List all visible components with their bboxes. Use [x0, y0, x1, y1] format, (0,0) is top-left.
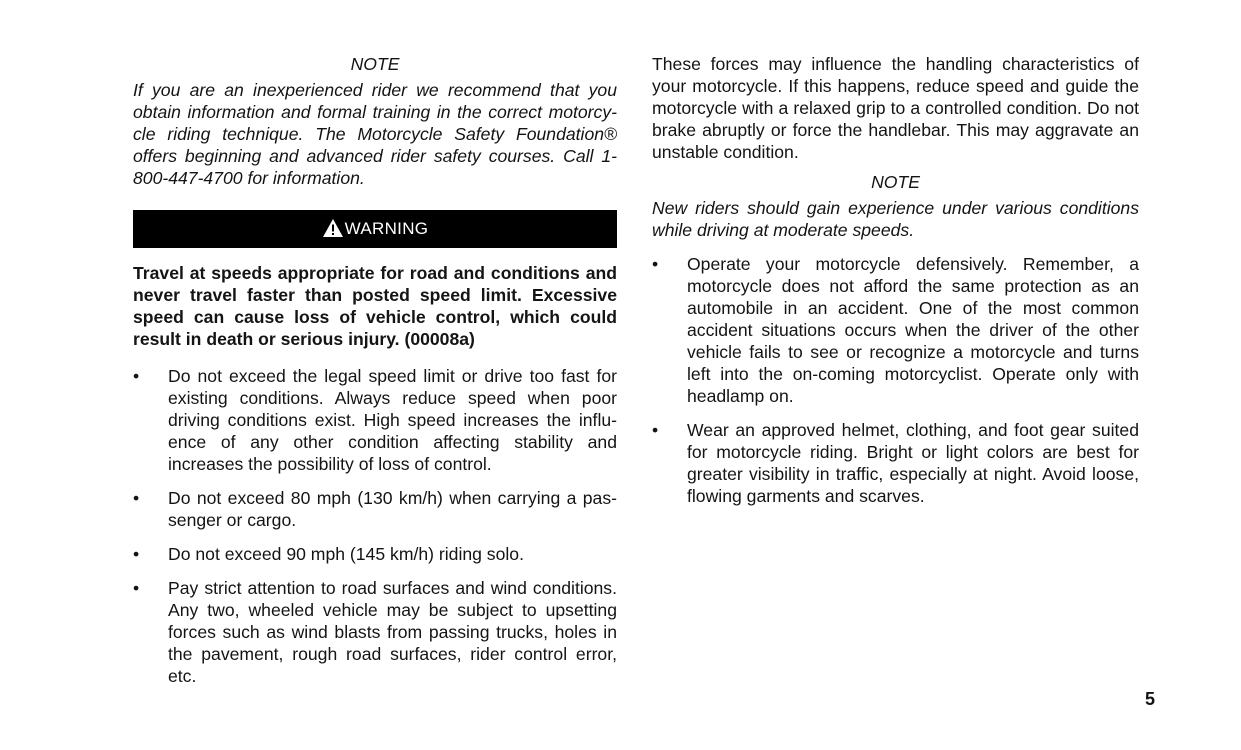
bullet-marker: •	[652, 254, 659, 274]
bullet-marker: •	[133, 578, 140, 598]
list-item-text: Pay strict attention to road surfaces and wind conditions. Any two, wheeled vehicle may be subject to upsetting forces such as wind blasts from passing trucks, holes in the pavement, rough road surfaces, rider control error, etc.	[168, 578, 617, 686]
list-item	[133, 543, 617, 565]
list-item	[652, 419, 1139, 507]
bullet-marker: •	[133, 488, 140, 508]
right-bullet-list	[652, 253, 1139, 507]
page-number: 5	[1145, 689, 1156, 709]
warning-banner	[133, 210, 617, 248]
note-text: If you are an inexperienced rider we recommend that you obtain information and formal training in the correct motorcy-cle riding technique. The Motorcycle Safety Foundation® offers beginning and advanced rider safety courses. Call 1-800-447-4700 for information.	[133, 80, 617, 188]
list-item-text: Wear an approved helmet, clothing, and foot gear suited for motorcycle riding. Bright or light colors are best for greater visibility in traffic, especially at night. Avoid loose, flowing garments and scarves.	[687, 420, 1139, 506]
bullet-marker: •	[133, 544, 140, 564]
left-bullet-list	[133, 365, 617, 687]
list-item	[133, 487, 617, 531]
intro-paragraph: These forces may influence the handling characteristics of your motorcycle. If this happens, reduce speed and guide the motorcycle with a relaxed grip to a controlled condition. Do not brake abruptly or force the handlebar. This may aggravate an unstable condition.	[652, 54, 1139, 162]
warning-triangle-icon	[322, 218, 344, 238]
note-heading: NOTE	[350, 54, 400, 74]
list-item	[652, 253, 1139, 407]
list-item-text: Do not exceed the legal speed limit or drive too fast for existing conditions. Always reduce speed when poor driving conditions exist. High speed increases the influ-ence of any other condition affecting stability and increases the possibility of loss of control.	[168, 366, 617, 474]
list-item	[133, 577, 617, 687]
warning-label: WARNING	[344, 219, 429, 238]
bullet-marker: •	[133, 366, 140, 386]
list-item-text: Do not exceed 80 mph (130 km/h) when carrying a pas-senger or cargo.	[168, 488, 617, 530]
warning-text: Travel at speeds appropriate for road and conditions and never travel faster than posted speed limit. Excessive speed can cause loss of vehicle control, which could result in death or serious injury. (00008a)	[133, 263, 617, 349]
right-column	[652, 53, 1139, 519]
list-item-text: Do not exceed 90 mph (145 km/h) riding solo.	[168, 544, 524, 564]
note-text: New riders should gain experience under various conditions while driving at moderate speeds.	[652, 198, 1139, 240]
list-item-text: Operate your motorcycle defensively. Remember, a motorcycle does not afford the same protection as an automobile in an accident. One of the most common accident situations occurs when the driver of the other vehicle fails to see or recognize a motorcycle and turns left into the on-coming motorcyclist. Operate only with headlamp on.	[687, 254, 1139, 406]
left-column	[133, 53, 617, 699]
note-heading: NOTE	[871, 172, 920, 192]
list-item	[133, 365, 617, 475]
bullet-marker: •	[652, 420, 659, 440]
